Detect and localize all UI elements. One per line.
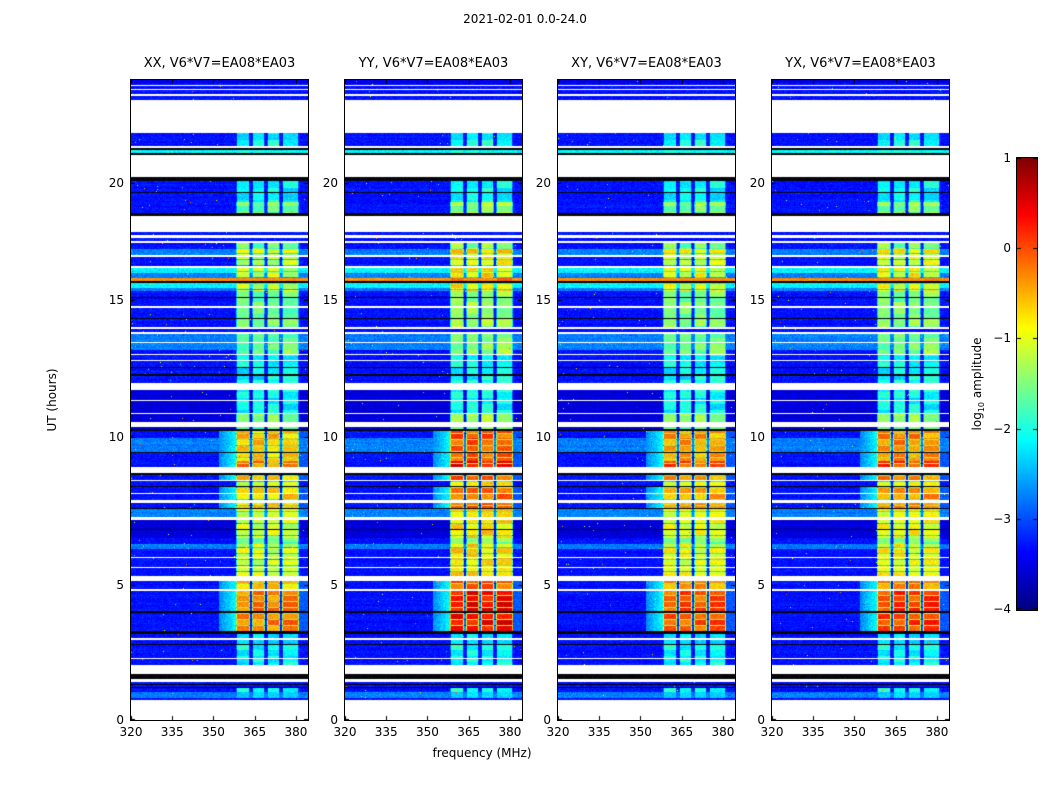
x-tick-label: 335 — [801, 725, 825, 739]
x-tick-label: 380 — [498, 725, 522, 739]
x-tick-label: 365 — [243, 725, 267, 739]
colorbar — [1016, 157, 1038, 611]
x-tick-label: 350 — [629, 725, 652, 739]
x-tick-label: 320 — [333, 725, 357, 739]
x-tick-label: 365 — [670, 725, 694, 739]
colorbar-tick-label: −3 — [993, 512, 1011, 526]
colorbar-tick-label: 0 — [1003, 241, 1011, 255]
x-axis-label: frequency (MHz) — [432, 746, 532, 760]
colorbar-tick-label: 1 — [1003, 151, 1011, 165]
x-tick-label: 335 — [587, 725, 611, 739]
y-tick-label: 0 — [330, 713, 338, 727]
spectrogram-canvas-yy — [344, 79, 523, 721]
y-tick-label: 15 — [535, 293, 551, 307]
y-tick-label: 20 — [322, 176, 338, 190]
x-tick-label: 350 — [843, 725, 866, 739]
y-tick-label: 15 — [108, 293, 124, 307]
y-tick-label: 10 — [322, 430, 338, 444]
y-tick-label: 0 — [757, 713, 765, 727]
colorbar-label: $\log_{10}$ amplitude — [969, 337, 987, 431]
spectrogram-canvas-xy — [557, 79, 736, 721]
x-tick-label: 380 — [711, 725, 735, 739]
x-tick-label: 350 — [416, 725, 439, 739]
spectrogram-canvas-xx — [130, 79, 309, 721]
y-tick-label: 10 — [108, 430, 124, 444]
panel-title-xx: XX, V6*V7=EA08*EA03 — [143, 56, 296, 71]
y-tick-label: 5 — [757, 578, 765, 592]
x-tick-label: 365 — [884, 725, 908, 739]
y-tick-label: 20 — [535, 176, 551, 190]
colorbar-tick-label: −1 — [993, 331, 1011, 345]
x-tick-label: 320 — [760, 725, 784, 739]
spectrogram-canvas-yx — [771, 79, 950, 721]
y-tick-label: 15 — [749, 293, 765, 307]
x-tick-label: 380 — [284, 725, 308, 739]
y-tick-label: 15 — [322, 293, 338, 307]
y-tick-label: 10 — [749, 430, 765, 444]
x-tick-label: 335 — [374, 725, 398, 739]
x-tick-label: 380 — [925, 725, 949, 739]
y-tick-label: 10 — [535, 430, 551, 444]
y-tick-label: 5 — [330, 578, 338, 592]
x-tick-label: 320 — [119, 725, 143, 739]
y-axis-label: UT (hours) — [45, 368, 59, 432]
y-tick-label: 5 — [116, 578, 124, 592]
x-tick-label: 335 — [160, 725, 184, 739]
x-tick-label: 320 — [546, 725, 570, 739]
y-tick-label: 20 — [108, 176, 124, 190]
y-tick-label: 0 — [116, 713, 124, 727]
panel-title-xy: XY, V6*V7=EA08*EA03 — [571, 56, 722, 71]
panel-title-yx: YX, V6*V7=EA08*EA03 — [785, 56, 936, 71]
y-tick-label: 20 — [749, 176, 765, 190]
y-tick-label: 5 — [543, 578, 551, 592]
x-tick-label: 350 — [202, 725, 225, 739]
figure-title: 2021-02-01 0.0-24.0 — [463, 12, 587, 26]
y-tick-label: 0 — [543, 713, 551, 727]
panel-title-yy: YY, V6*V7=EA08*EA03 — [358, 56, 509, 71]
colorbar-tick-label: −4 — [993, 602, 1011, 616]
colorbar-tick-label: −2 — [993, 422, 1011, 436]
x-tick-label: 365 — [457, 725, 481, 739]
